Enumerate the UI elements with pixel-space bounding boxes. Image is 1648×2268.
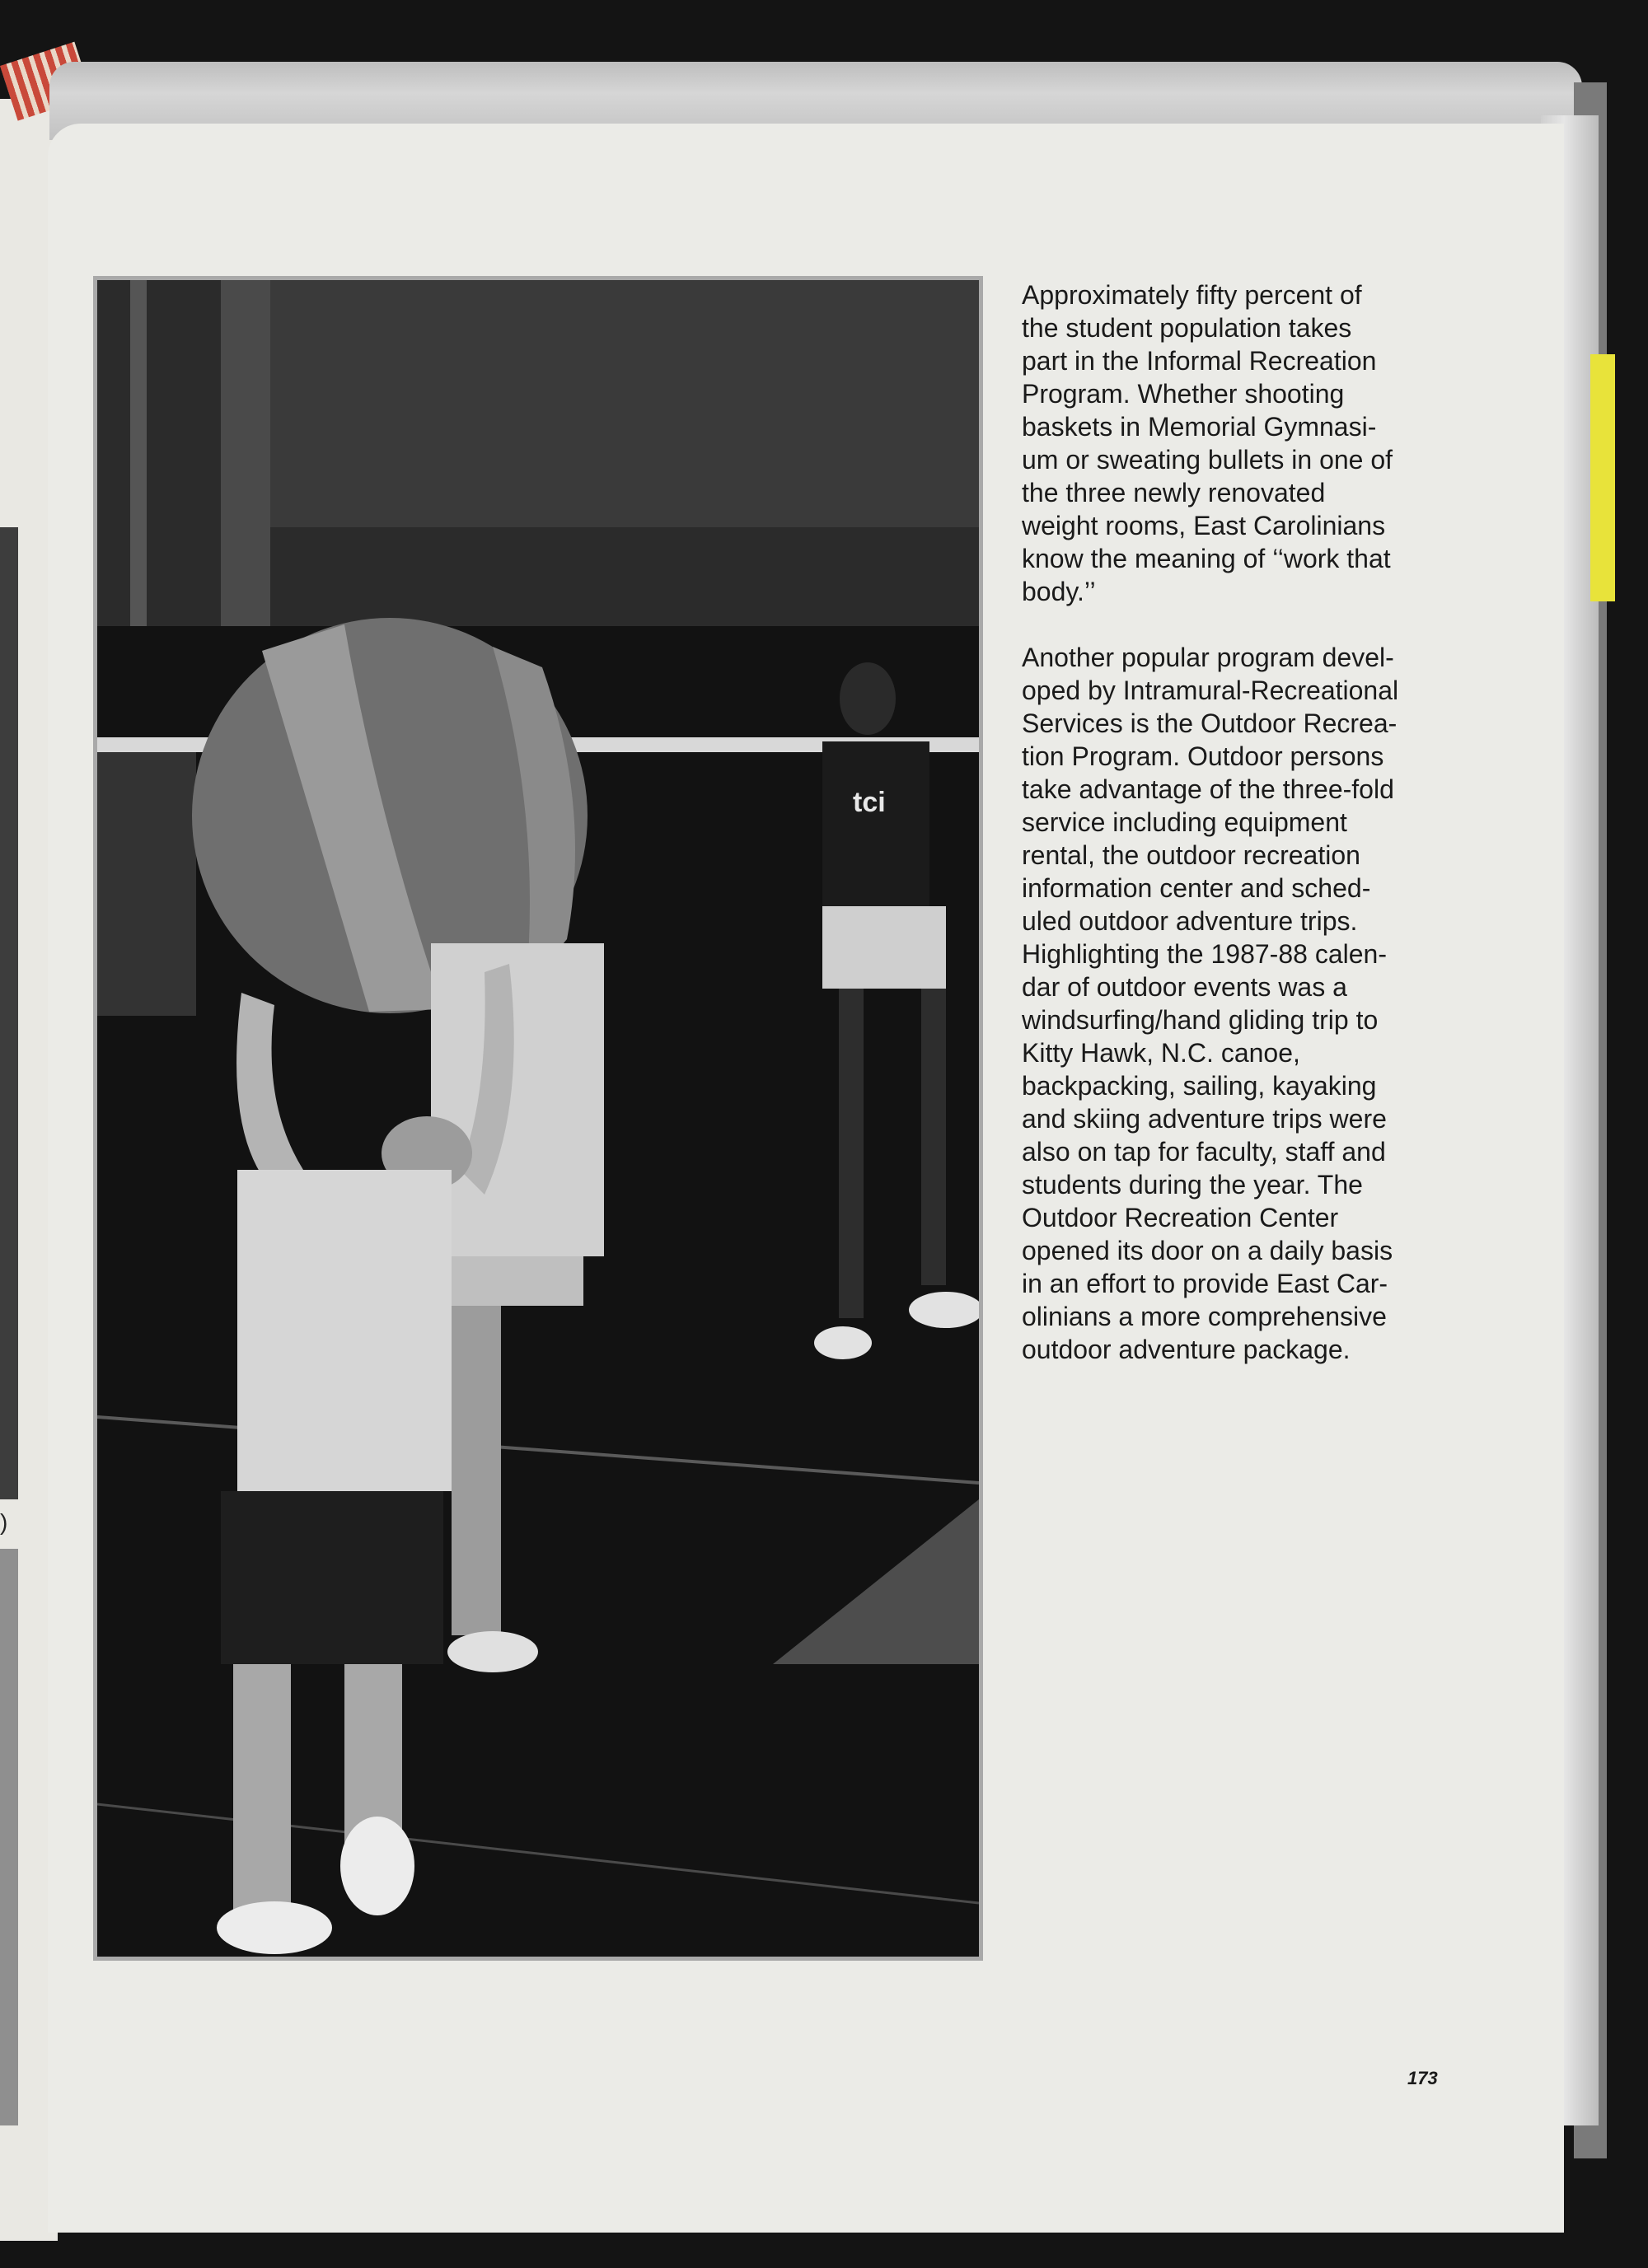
text-line: Program. Whether shooting bbox=[1022, 379, 1345, 409]
text-line: outdoor adventure package. bbox=[1022, 1335, 1351, 1364]
text-line: tion Program. Outdoor persons bbox=[1022, 741, 1384, 771]
article-paragraph-1 bbox=[1022, 278, 1483, 608]
text-line: students during the year. The bbox=[1022, 1170, 1363, 1199]
text-line: in an effort to provide East Car- bbox=[1022, 1269, 1388, 1298]
photo-illustration bbox=[97, 280, 979, 1957]
text-line: information center and sched- bbox=[1022, 873, 1371, 903]
text-line: uled outdoor adventure trips. bbox=[1022, 906, 1358, 936]
text-line: also on tap for faculty, staff and bbox=[1022, 1137, 1386, 1167]
text-line: oped by Intramural-Recreational bbox=[1022, 676, 1399, 705]
yearbook-page bbox=[48, 124, 1564, 2233]
text-line: Kitty Hawk, N.C. canoe, bbox=[1022, 1038, 1300, 1068]
text-line: body.’’ bbox=[1022, 577, 1096, 606]
text-line: windsurfing/hand gliding trip to bbox=[1022, 1005, 1379, 1035]
text-line: dar of outdoor events was a bbox=[1022, 972, 1347, 1002]
text-line: opened its door on a daily basis bbox=[1022, 1236, 1393, 1265]
text-line: Highlighting the 1987-88 calen- bbox=[1022, 939, 1387, 969]
article-text bbox=[1022, 278, 1483, 1399]
text-line: Another popular program devel- bbox=[1022, 643, 1394, 672]
text-line: backpacking, sailing, kayaking bbox=[1022, 1071, 1377, 1101]
text-line: know the meaning of ‘‘work that bbox=[1022, 544, 1391, 573]
text-line: weight rooms, East Carolinians bbox=[1022, 511, 1386, 540]
text-line: Approximately fifty percent of bbox=[1022, 280, 1362, 310]
text-line: rental, the outdoor recreation bbox=[1022, 840, 1360, 870]
text-line: take advantage of the three-fold bbox=[1022, 774, 1394, 804]
text-line: um or sweating bullets in one of bbox=[1022, 445, 1393, 475]
volleyball-photo bbox=[93, 276, 983, 1961]
yellow-index-tab bbox=[1590, 354, 1615, 601]
text-line: olinians a more comprehensive bbox=[1022, 1302, 1387, 1331]
previous-page-photo-lower bbox=[0, 1549, 18, 2125]
previous-page-photo bbox=[0, 527, 18, 1499]
text-line: Outdoor Recreation Center bbox=[1022, 1203, 1339, 1232]
text-line: service including equipment bbox=[1022, 807, 1347, 837]
text-line: the student population takes bbox=[1022, 313, 1352, 343]
text-line: the three newly renovated bbox=[1022, 478, 1326, 507]
text-line: and skiing adventure trips were bbox=[1022, 1104, 1387, 1134]
text-line: baskets in Memorial Gymnasi- bbox=[1022, 412, 1377, 442]
text-line: Services is the Outdoor Recrea- bbox=[1022, 708, 1398, 738]
shirt-logo-text: tci bbox=[853, 787, 886, 818]
previous-page-text-fragment: ) bbox=[0, 1509, 8, 1535]
article-paragraph-2 bbox=[1022, 641, 1483, 1366]
text-line: part in the Informal Recreation bbox=[1022, 346, 1377, 376]
page-number: 173 bbox=[1407, 2068, 1438, 2088]
